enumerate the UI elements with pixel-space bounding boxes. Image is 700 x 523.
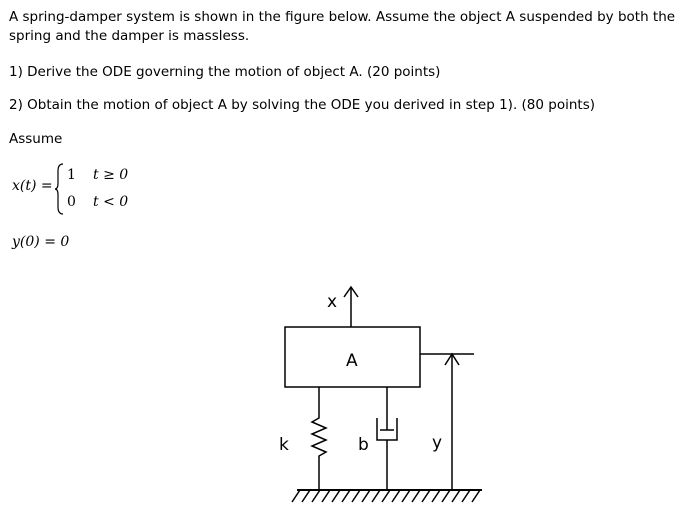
hatch-mark	[382, 490, 390, 502]
x-label: x	[327, 292, 338, 312]
hatch-mark	[432, 490, 440, 502]
block-A-label: A	[346, 351, 358, 371]
hatch-mark	[352, 490, 360, 502]
y-initial-condition: y(0) = 0	[12, 234, 70, 250]
hatch-mark	[332, 490, 340, 502]
hatch-mark	[402, 490, 410, 502]
hatch-mark	[322, 490, 330, 502]
hatch-mark	[312, 490, 320, 502]
hatch-mark	[462, 490, 470, 502]
damper	[377, 387, 397, 490]
hatch-mark	[422, 490, 430, 502]
hatch-mark	[362, 490, 370, 502]
damper-label-b: b	[358, 435, 369, 455]
problem-intro: A spring-damper system is shown in the figure below. Assume the object A suspended by both the spring and the damper is massless.	[9, 9, 676, 44]
hatch-mark	[452, 490, 460, 502]
case-2-value: 0	[67, 194, 76, 210]
ground-hatching	[292, 490, 480, 502]
spring	[312, 387, 326, 490]
spring-label-k: k	[279, 435, 289, 455]
hatch-mark	[412, 490, 420, 502]
case-1-value: 1	[67, 167, 76, 183]
question-2: 2) Obtain the motion of object A by solving the ODE you derived in step 1). (80 points)	[9, 97, 595, 113]
hatch-mark	[292, 490, 300, 502]
hatch-mark	[342, 490, 350, 502]
hatch-mark	[392, 490, 400, 502]
question-1: 1) Derive the ODE governing the motion of object A. (20 points)	[9, 64, 441, 80]
x-of-t-lhs: x(t) =	[12, 178, 53, 194]
case-2-condition: t < 0	[93, 194, 129, 210]
assume-label: Assume	[9, 131, 63, 147]
y-label: y	[432, 433, 443, 453]
case-1-condition: t ≥ 0	[93, 167, 129, 183]
hatch-mark	[372, 490, 380, 502]
hatch-mark	[302, 490, 310, 502]
hatch-mark	[472, 490, 480, 502]
hatch-mark	[442, 490, 450, 502]
